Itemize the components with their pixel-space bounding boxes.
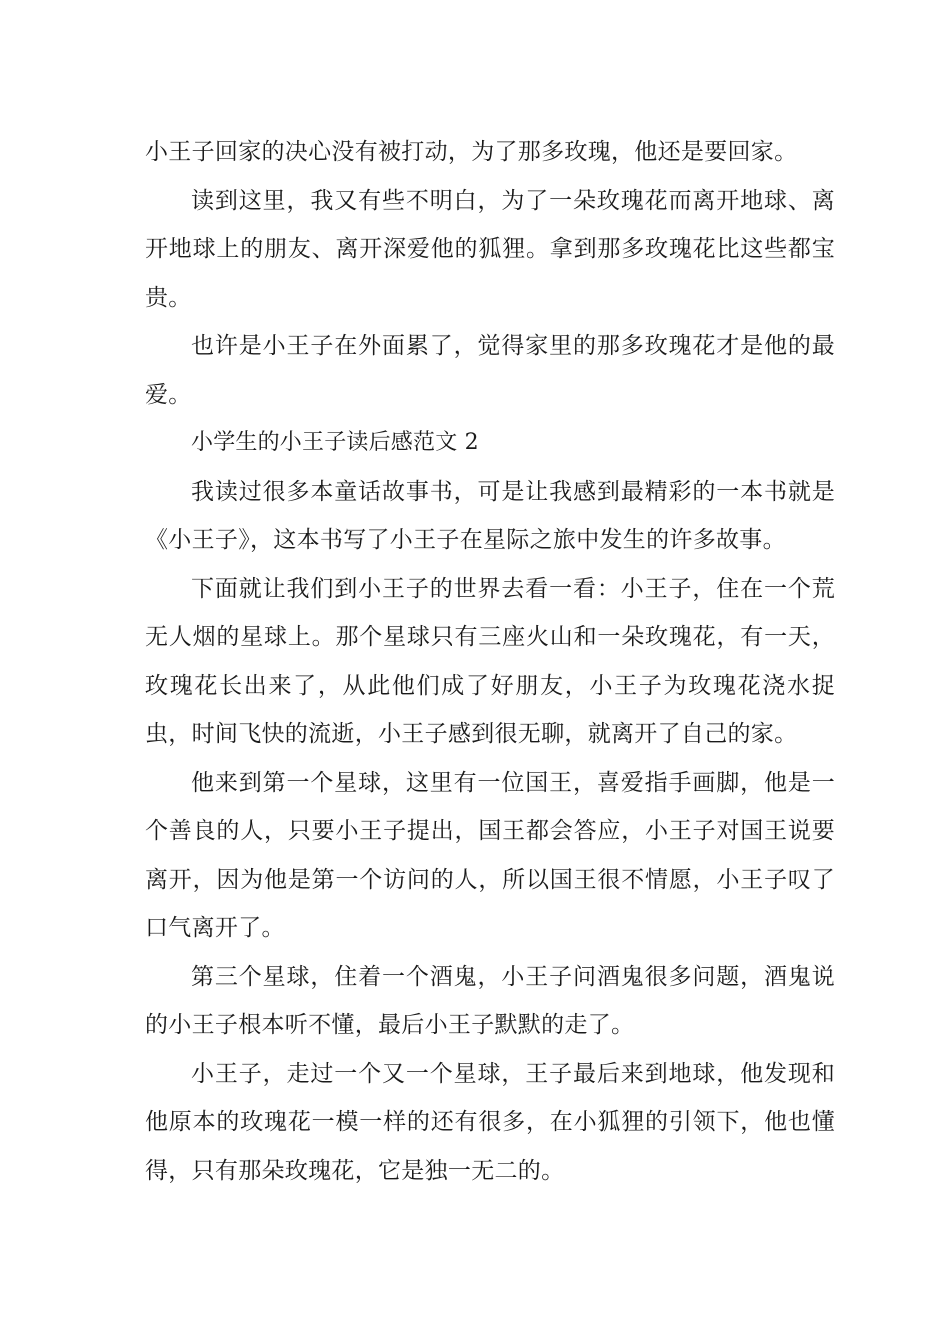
section-heading: 小学生的小王子读后感范文 2	[191, 430, 479, 455]
paragraph: 也许是小王子在外面累了，觉得家里的那多玫瑰花才是他的最爱。	[145, 333, 835, 408]
paragraph: 第三个星球，住着一个酒鬼，小王子问酒鬼很多问题，酒鬼说的小王子根本听不懂，最后小王子默默的走了。	[145, 963, 835, 1038]
paragraph: 我读过很多本童话故事书，可是让我感到最精彩的一本书就是《小王子》，这本书写了小王子在星际之旅中发生的许多故事。	[145, 478, 835, 553]
paragraph-continuation: 小王子回家的决心没有被打动，为了那多玫瑰，他还是要回家。	[145, 139, 798, 165]
document-body	[145, 128, 835, 1195]
paragraph: 下面就让我们到小王子的世界去看一看：小王子，住在一个荒无人烟的星球上。那个星球只有三座火山和一朵玫瑰花，有一天，玫瑰花长出来了，从此他们成了好朋友，小王子为玫瑰花浇水捉虫，时间飞快的流逝，小王子感到很无聊，就离开了自己的家。	[145, 575, 835, 747]
paragraph: 小王子，走过一个又一个星球，王子最后来到地球，他发现和他原本的玫瑰花一模一样的还有很多，在小狐狸的引领下，他也懂得，只有那朵玫瑰花，它是独一无二的。	[145, 1060, 835, 1184]
paragraph: 他来到第一个星球，这里有一位国王，喜爱指手画脚，他是一个善良的人，只要小王子提出，国王都会答应，小王子对国王说要离开，因为他是第一个访问的人，所以国王很不情愿，小王子叹了口气离开了。	[145, 769, 835, 941]
paragraph: 读到这里，我又有些不明白，为了一朵玫瑰花而离开地球、离开地球上的朋友、离开深爱他的狐狸。拿到那多玫瑰花比这些都宝贵。	[145, 187, 835, 311]
